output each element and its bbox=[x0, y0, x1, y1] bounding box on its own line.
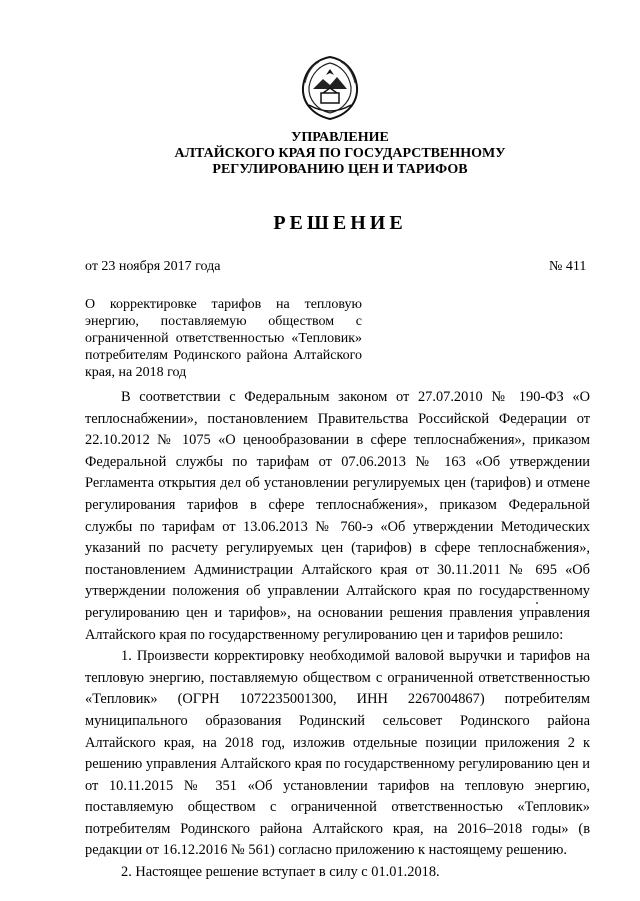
document-date: от 23 ноября 2017 года bbox=[85, 259, 221, 274]
coat-of-arms-icon bbox=[299, 55, 361, 121]
scan-speck bbox=[536, 602, 538, 604]
document-subject: О корректировке тарифов на тепловую энергию, поставляемую обществом с ограниченной ответственностью «Тепловик» потребителям Родинского района Алтайского края, на 2018 год bbox=[85, 297, 362, 380]
issuing-authority bbox=[0, 130, 640, 178]
preamble-paragraph: В соответствии с Федеральным законом от 27.07.2010 № 190-ФЗ «О теплоснабжении», постановлением Правительства Российской Федерации от 22.10.2012 № 1075 «О ценообразовании в сфере теплоснабжения», приказом Федеральной службы по тарифам от 07.06.2013 № 163 «Об утверждении Регламента открытия дел об установлении регулируемых цен (тарифов) и отмене регулирования тарифов в сфере теплоснабжения», приказом Федеральной службы по тарифам от 13.06.2013 № 760-э «Об утверждении Методических указаний по расчету регулируемых цен (тарифов) в сфере теплоснабжения», постановлением Администрации Алтайского края от 30.11.2011 № 695 «Об утверждении положения об управлении Алтайского края по государственному регулированию цен и тарифов», на основании решения правления управления Алтайского края по государственному регулированию цен и тарифов решило: bbox=[85, 389, 590, 643]
org-line-1: УПРАВЛЕНИЕ bbox=[291, 130, 389, 145]
org-line-3: РЕГУЛИРОВАНИЮ ЦЕН И ТАРИФОВ bbox=[212, 162, 468, 177]
document-number: № 411 bbox=[549, 259, 587, 274]
document-title: РЕШЕНИЕ bbox=[273, 212, 407, 234]
item-2-paragraph: 2. Настоящее решение вступает в силу с 01.01.2018. bbox=[121, 864, 440, 881]
org-line-2: АЛТАЙСКОГО КРАЯ ПО ГОСУДАРСТВЕННОМУ bbox=[174, 146, 506, 161]
item-1-paragraph: 1. Произвести корректировку необходимой валовой выручки и тарифов на тепловую энергию, поставляемую обществом с ограниченной ответственностью «Тепловик» (ОГРН 1072235001300, ИНН 2267004867) потребителям муниципального образования Родинский сельсовет Родинского района Алтайского края, на 2018 год, изложив отдельные позиции приложения 2 к решению управления Алтайского края по государственному регулированию цен и от 10.11.2015 № 351 «Об установлении тарифов на тепловую энергию, поставляемую обществом с ограниченной ответственностью «Тепловик» потребителям Родинского района Алтайского края, на 2016–2018 годы» (в редакции от 16.12.2016 № 561) согласно приложению к настоящему решению. bbox=[85, 648, 590, 859]
document-body bbox=[85, 387, 590, 884]
